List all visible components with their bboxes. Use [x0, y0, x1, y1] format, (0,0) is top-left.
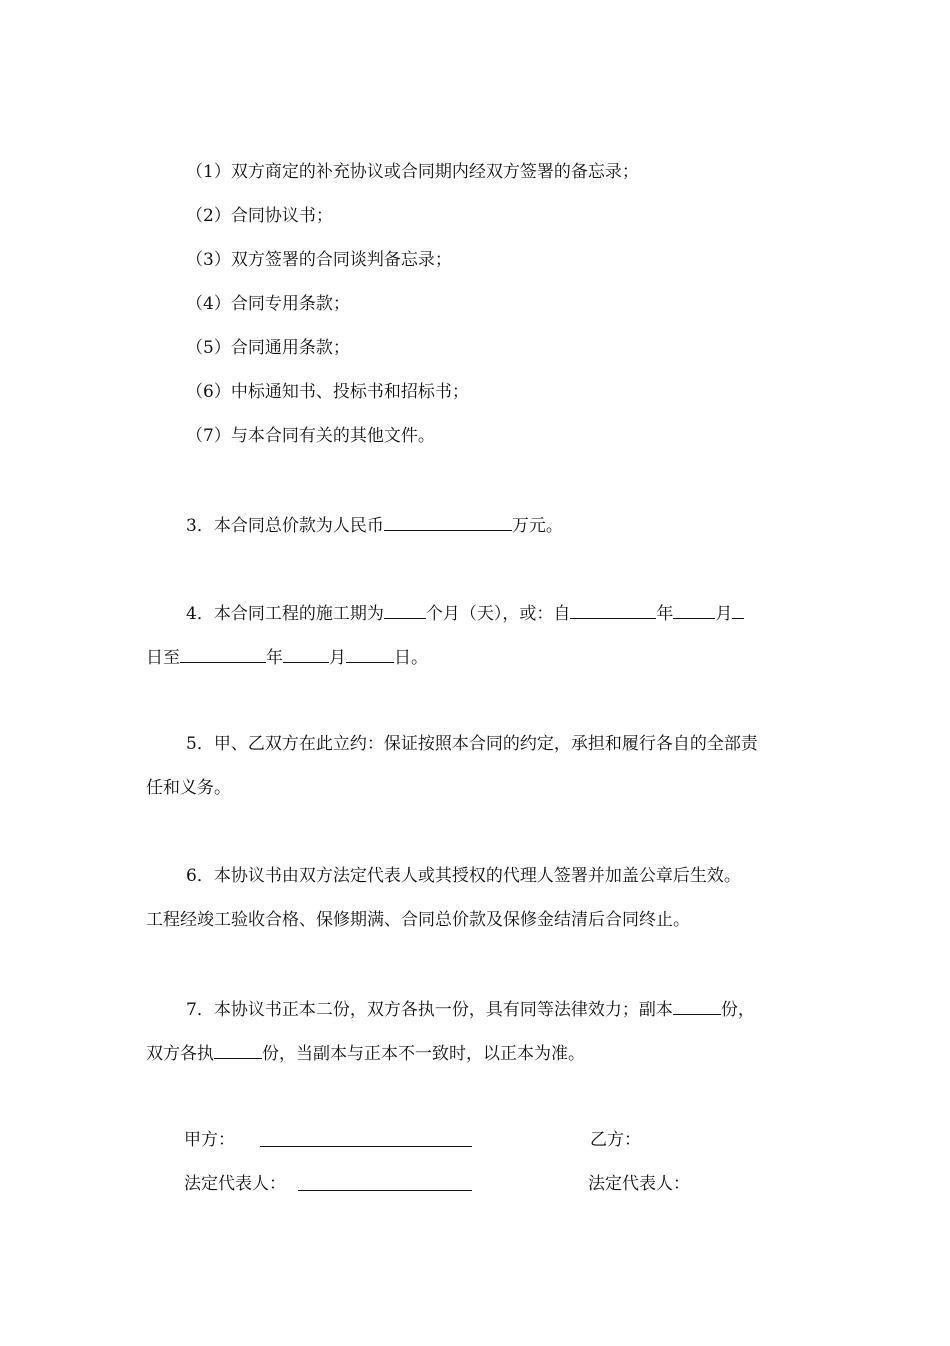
clause-4-line-1 — [186, 600, 744, 626]
party-b-label: 乙方： — [590, 1130, 641, 1150]
end-day-blank[interactable] — [346, 644, 394, 663]
start-day-blank[interactable] — [732, 600, 744, 619]
each-copies-blank[interactable] — [214, 1040, 262, 1059]
rep-a-signature-line[interactable] — [298, 1190, 472, 1191]
clause-4-year-label: 年 — [656, 604, 674, 624]
list-item-4: （4）合同专用条款； — [186, 294, 350, 314]
clause-7-text-d: 份，当副本与正本不一致时，以正本为准。 — [262, 1044, 585, 1064]
clause-6-line-2: 工程经竣工验收合格、保修期满、合同总价款及保修金结清后合同终止。 — [146, 910, 690, 930]
months-blank[interactable] — [384, 600, 426, 619]
clause-3-unit: 万元。 — [511, 516, 563, 536]
party-a-row — [184, 1128, 235, 1152]
rep-b-label: 法定代表人： — [588, 1174, 690, 1194]
clause-7-line-2 — [146, 1040, 585, 1066]
end-year-blank[interactable] — [180, 644, 266, 663]
clause-7-text-c: 双方各执 — [146, 1044, 214, 1064]
clause-4-text-e: 日至 — [146, 648, 180, 668]
party-a-signature-line[interactable] — [260, 1146, 472, 1147]
list-item-5: （5）合同通用条款； — [186, 338, 350, 358]
clause-4-month-label: 月 — [715, 604, 733, 624]
copies-blank[interactable] — [673, 996, 721, 1015]
list-item-7: （7）与本合同有关的其他文件。 — [186, 426, 435, 446]
rep-a-label: 法定代表人： — [184, 1174, 286, 1194]
clause-7-text-a: 7．本协议书正本二份，双方各执一份，具有同等法律效力；副本 — [186, 1000, 673, 1020]
clause-4-end-month-label: 月 — [329, 648, 346, 668]
party-a-label: 甲方： — [184, 1130, 235, 1150]
clause-7-line-1 — [186, 996, 755, 1022]
clause-4-line-2 — [146, 644, 428, 670]
clause-4-text-a: 4．本合同工程的施工期为 — [186, 604, 384, 624]
clause-7-text-b: 份， — [720, 1000, 755, 1020]
clause-3-text: 3．本合同总价款为人民币 — [186, 516, 384, 536]
start-year-blank[interactable] — [570, 600, 656, 619]
clause-4-end-day-label: 日。 — [394, 648, 428, 668]
list-item-3: （3）双方签署的合同谈判备忘录； — [186, 250, 452, 270]
clause-3 — [186, 512, 563, 538]
total-price-blank[interactable] — [384, 512, 512, 531]
list-item-6: （6）中标通知书、投标书和招标书； — [186, 382, 469, 402]
clause-4-end-year-label: 年 — [266, 648, 283, 668]
end-month-blank[interactable] — [283, 644, 329, 663]
list-item-2: （2）合同协议书； — [186, 206, 333, 226]
clause-5-line-2: 任和义务。 — [146, 778, 231, 798]
clause-5-line-1: 5．甲、乙双方在此立约：保证按照本合同的约定，承担和履行各自的全部责 — [186, 734, 758, 754]
start-month-blank[interactable] — [673, 600, 715, 619]
list-item-1: （1）双方商定的补充协议或合同期内经双方签署的备忘录； — [186, 162, 639, 182]
clause-4-text-b: 个月（天），或：自 — [425, 604, 571, 624]
clause-6-line-1: 6．本协议书由双方法定代表人或其授权的代理人签署并加盖公章后生效。 — [186, 866, 741, 886]
